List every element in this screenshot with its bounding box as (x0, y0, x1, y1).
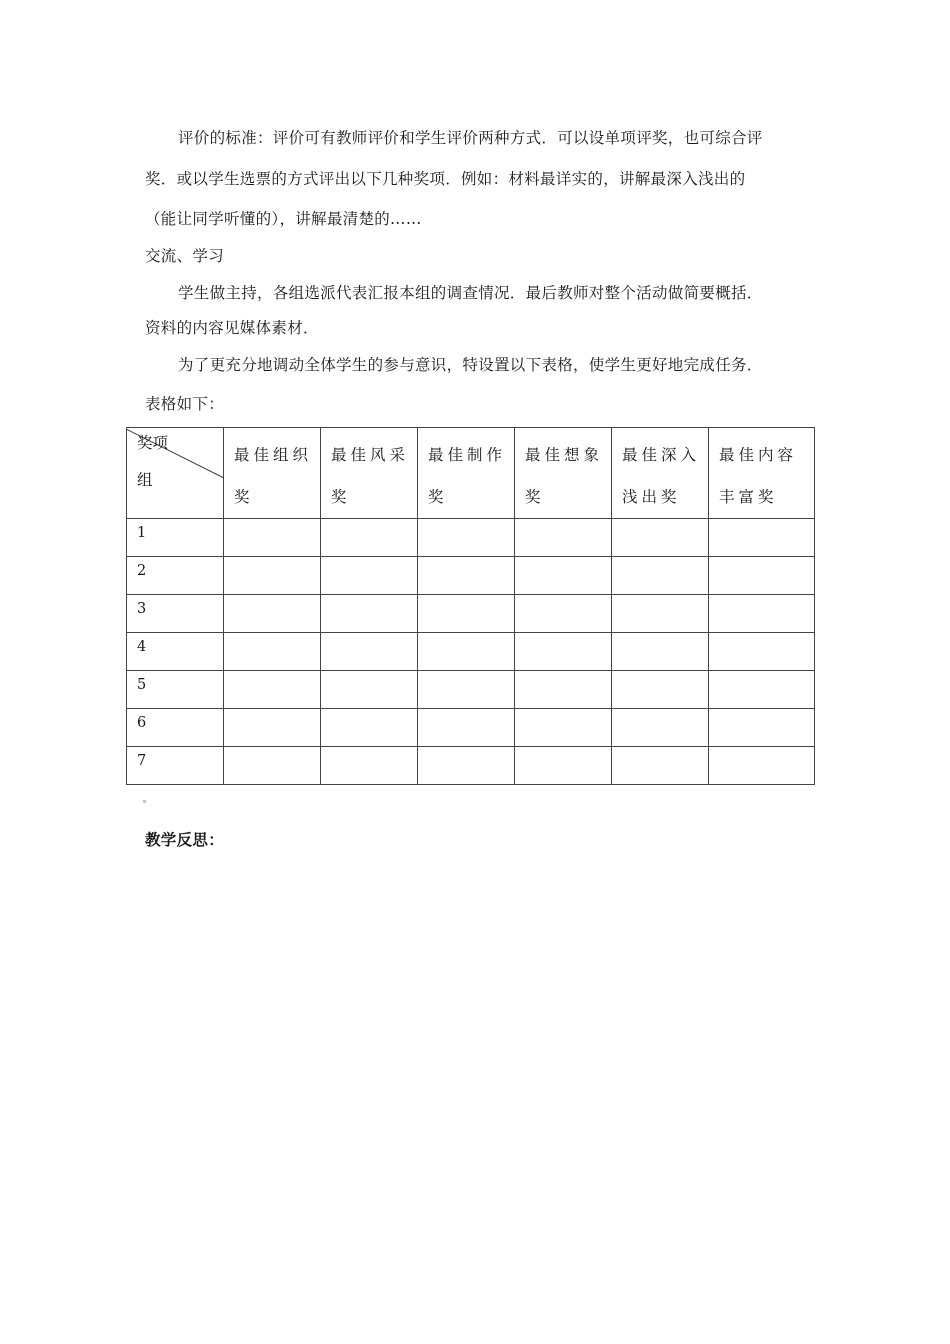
table-cell (515, 671, 612, 709)
paragraph-evaluation-line-2: 奖．或以学生选票的方式评出以下几种奖项．例如：材料最详实的，讲解最深入浅出的 (145, 170, 746, 188)
row-label: 2 (127, 557, 224, 595)
row-label: 5 (127, 671, 224, 709)
table-cell (612, 519, 709, 557)
table-cell (224, 671, 321, 709)
table-cell (612, 633, 709, 671)
corner-label-group: 组 (137, 471, 153, 489)
table-cell (418, 633, 515, 671)
header-cell: 最佳组织奖 (224, 428, 321, 519)
table-cell (709, 633, 815, 671)
header-cell: 最佳制作奖 (418, 428, 515, 519)
table-row (127, 633, 815, 671)
paragraph-participation: 为了更充分地调动全体学生的参与意识，特设置以下表格，使学生更好地完成任务． (178, 356, 763, 374)
paragraph-evaluation-line-3: （能让同学听懂的），讲解最清楚的…… (145, 210, 422, 228)
header-cell: 最佳想象奖 (515, 428, 612, 519)
table-cell (224, 557, 321, 595)
table-cell (709, 709, 815, 747)
table-cell (612, 557, 709, 595)
table-cell (321, 671, 418, 709)
table-cell (321, 633, 418, 671)
table-row (127, 595, 815, 633)
table-header-row (127, 428, 815, 519)
table-cell (321, 557, 418, 595)
table-intro: 表格如下： (145, 395, 225, 413)
table-cell (612, 709, 709, 747)
table-cell (418, 671, 515, 709)
table-cell (515, 709, 612, 747)
table-cell (515, 747, 612, 785)
row-label: 1 (127, 519, 224, 557)
table-cell (224, 709, 321, 747)
header-cell: 最佳内容丰富奖 (709, 428, 815, 519)
table-cell (418, 709, 515, 747)
table-cell (709, 747, 815, 785)
header-cell: 最佳风采奖 (321, 428, 418, 519)
table-cell (321, 709, 418, 747)
table-cell (612, 671, 709, 709)
table-cell (612, 747, 709, 785)
heading-exchange: 交流、学习 (145, 247, 225, 265)
table-cell (224, 747, 321, 785)
stray-mark (143, 800, 146, 803)
row-label: 4 (127, 633, 224, 671)
table-cell (224, 519, 321, 557)
table-cell (709, 557, 815, 595)
table-cell (321, 747, 418, 785)
table-cell (418, 595, 515, 633)
table-row (127, 747, 815, 785)
paragraph-evaluation-line-1: 评价的标准：评价可有教师评价和学生评价两种方式．可以设单项评奖，也可综合评 (178, 129, 763, 147)
paragraph-host-line-1: 学生做主持，各组选派代表汇报本组的调查情况．最后教师对整个活动做简要概括． (178, 284, 763, 302)
table-cell (515, 595, 612, 633)
table-cell (612, 595, 709, 633)
table-row (127, 519, 815, 557)
table-cell (224, 595, 321, 633)
table-cell (418, 557, 515, 595)
table-row (127, 709, 815, 747)
table-row (127, 557, 815, 595)
table-cell (418, 747, 515, 785)
row-label: 6 (127, 709, 224, 747)
table-cell (224, 633, 321, 671)
table-row (127, 671, 815, 709)
header-cell: 最佳深入浅出奖 (612, 428, 709, 519)
corner-label-award: 奖项 (137, 434, 169, 452)
award-table (126, 427, 815, 785)
paragraph-host-line-2: 资料的内容见媒体素材． (145, 319, 319, 337)
row-label: 7 (127, 747, 224, 785)
table-cell (709, 671, 815, 709)
row-label: 3 (127, 595, 224, 633)
table-cell (418, 519, 515, 557)
table-cell (321, 519, 418, 557)
table-cell (709, 595, 815, 633)
table-cell (321, 595, 418, 633)
table-cell (515, 557, 612, 595)
table-cell (515, 519, 612, 557)
table-cell (709, 519, 815, 557)
corner-header-cell (127, 428, 224, 519)
reflection-heading: 教学反思： (145, 831, 225, 849)
table-cell (515, 633, 612, 671)
